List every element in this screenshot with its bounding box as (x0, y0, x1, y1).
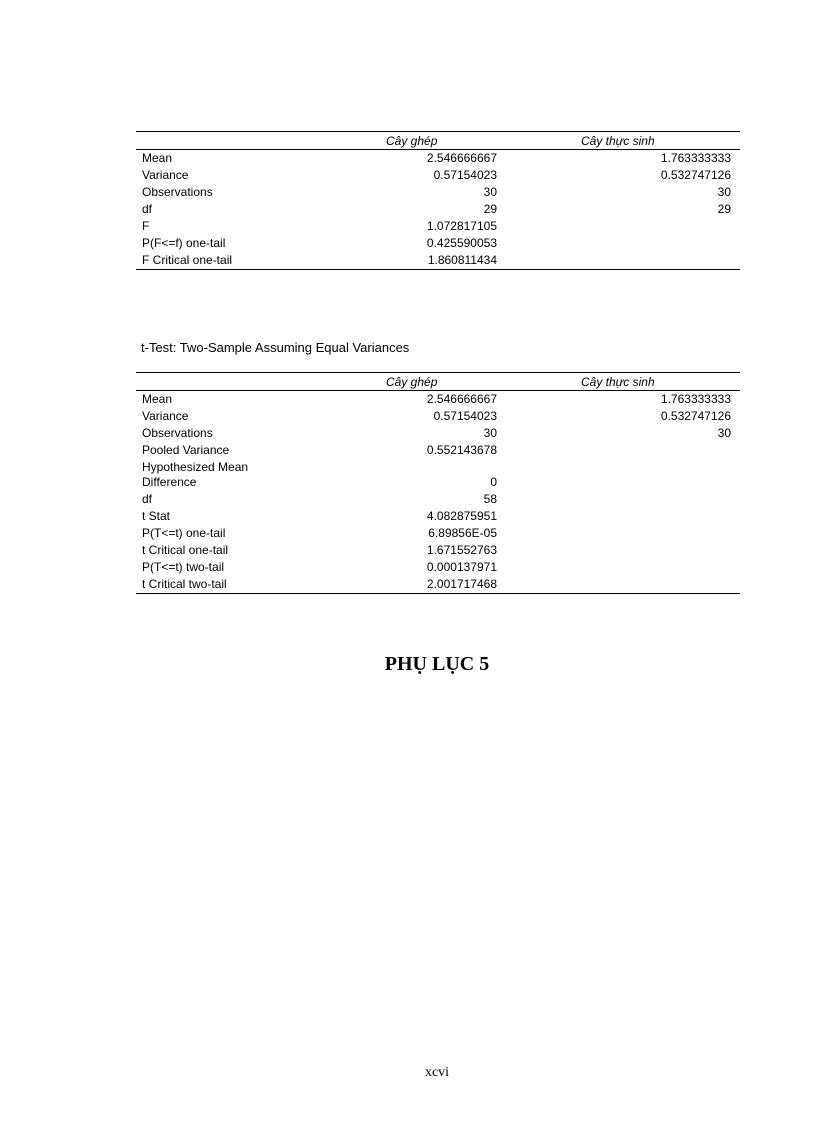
row-label: Hypothesized Mean Difference (142, 460, 249, 489)
cell-value: 1.763333333 (660, 392, 731, 406)
cell-value: 1.860811434 (427, 253, 497, 267)
appendix-heading: PHỤ LỤC 5 (384, 653, 490, 675)
table-bottom-rule (136, 269, 740, 270)
row-label: Variance (142, 409, 189, 423)
f-test-table (136, 131, 740, 270)
row-label: Observations (142, 185, 213, 199)
table-row (136, 442, 740, 459)
cell-value: 0.57154023 (433, 409, 497, 423)
cell-value: 30 (717, 426, 731, 440)
table-row (136, 559, 740, 576)
table-row (136, 235, 740, 252)
cell-value: 4.082875951 (426, 509, 497, 523)
cell-value: 6.89856E-05 (428, 526, 497, 540)
cell-value: 0.425590053 (426, 236, 497, 250)
column-header-cay-ghep: Cây ghép (386, 134, 438, 148)
cell-value: 30 (483, 426, 497, 440)
cell-value: 2.546666667 (426, 151, 497, 165)
row-label: df (142, 492, 153, 506)
cell-value: 1.671552763 (426, 543, 497, 557)
table-row (136, 391, 740, 408)
cell-value: 2.001717468 (426, 577, 497, 591)
table-row (136, 576, 740, 593)
row-label: P(T<=t) one-tail (142, 526, 226, 540)
table-bottom-rule (136, 593, 740, 594)
column-header-cay-thuc-sinh: Cây thực sinh (581, 134, 655, 148)
row-label: P(T<=t) two-tail (142, 560, 225, 574)
cell-value: 0.000137971 (426, 560, 497, 574)
cell-value: 29 (717, 202, 731, 216)
cell-value: 0.532747126 (660, 409, 731, 423)
table-row (136, 508, 740, 525)
table-row (136, 491, 740, 508)
cell-value: 1.072817105 (426, 219, 497, 233)
cell-value: 0 (490, 475, 497, 489)
cell-value: 0.552143678 (426, 443, 497, 457)
cell-value: 30 (717, 185, 731, 199)
table-row (136, 408, 740, 425)
cell-value: 29 (483, 202, 497, 216)
table-row (136, 150, 740, 167)
table-row (136, 167, 740, 184)
cell-value: 0.532747126 (660, 168, 731, 182)
row-label: t Stat (142, 509, 171, 523)
table-header (136, 131, 740, 150)
table-row (136, 201, 740, 218)
ttest-caption: t-Test: Two-Sample Assuming Equal Variances (141, 340, 410, 355)
row-label: F (142, 219, 150, 233)
table-row (136, 425, 740, 442)
cell-value: 58 (483, 492, 497, 506)
row-label: Variance (142, 168, 189, 182)
table-row (136, 218, 740, 235)
t-test-table (136, 372, 740, 594)
table-row (136, 525, 740, 542)
row-label: P(F<=f) one-tail (142, 236, 226, 250)
row-label: Mean (142, 151, 173, 165)
column-header-cay-thuc-sinh: Cây thực sinh (581, 375, 655, 389)
cell-value: 0.57154023 (433, 168, 497, 182)
table-row (136, 459, 740, 491)
row-label: Mean (142, 392, 173, 406)
table-row (136, 184, 740, 201)
table-header (136, 372, 740, 391)
table-row (136, 252, 740, 269)
table-row (136, 542, 740, 559)
row-label: t Critical one-tail (142, 543, 229, 557)
cell-value: 1.763333333 (660, 151, 731, 165)
page-number: xcvi (424, 1065, 450, 1080)
cell-value: 2.546666667 (426, 392, 497, 406)
row-label: t Critical two-tail (142, 577, 227, 591)
row-label: Observations (142, 426, 213, 440)
row-label: Pooled Variance (142, 443, 230, 457)
row-label: df (142, 202, 153, 216)
cell-value: 30 (483, 185, 497, 199)
row-label: F Critical one-tail (142, 253, 233, 267)
column-header-cay-ghep: Cây ghép (386, 375, 438, 389)
